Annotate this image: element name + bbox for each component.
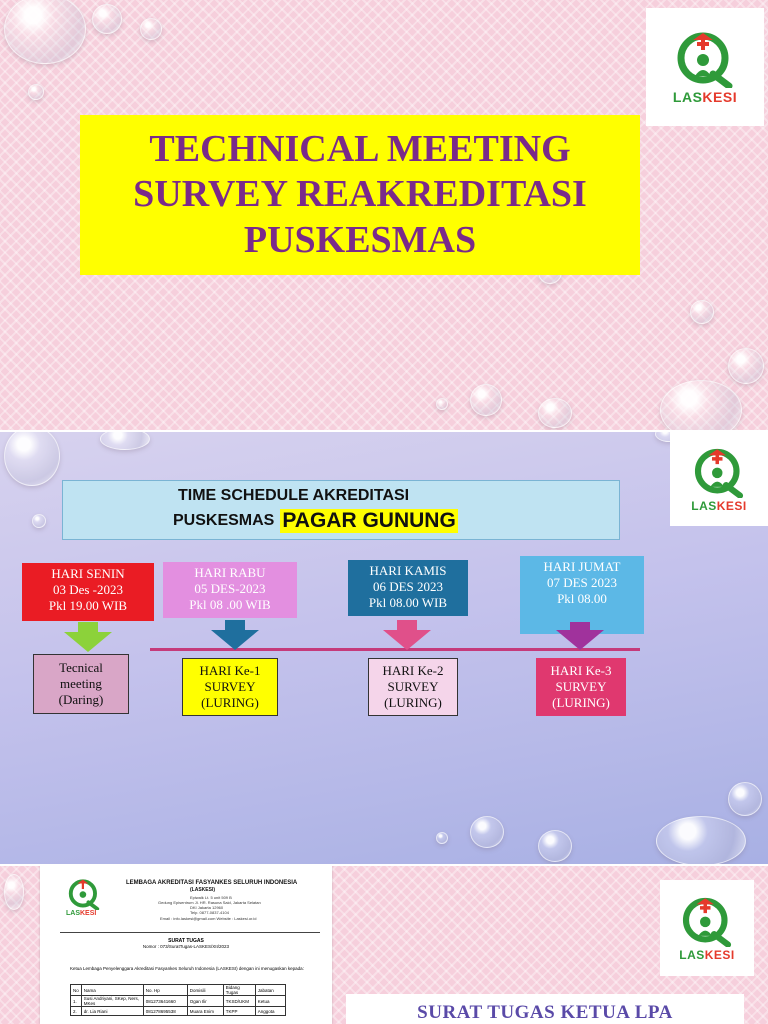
day-time: Pkl 08 .00 WIB [189,597,271,612]
table-cell: 2. [71,1007,82,1016]
water-drop-decoration [436,398,448,410]
table-cell: TKSD/UKM [223,996,255,1007]
down-arrow-stem [78,622,98,632]
day-box-senin [22,563,154,621]
schedule-place-name: PAGAR GUNUNG [282,509,456,532]
title-line-1: TECHNICAL MEETING [149,127,571,170]
slide-schedule [0,432,768,864]
water-drop-decoration [4,0,86,64]
slide-surat-tugas [0,866,768,1024]
surat-tugas-title: SURAT TUGAS KETUA LPA [417,1002,673,1023]
down-arrow-stem [397,620,417,630]
down-arrow-icon [556,630,604,650]
doc-logo-text: LASKESI [66,910,97,917]
doc-address-line: Gedung Episentrum Jl. HR. Rasuna Said, Jakarta Selatan [158,900,261,905]
water-drop-decoration [728,348,764,384]
result-line: SURVEY [204,679,256,694]
doc-org-short: (LASKESI) [190,887,215,893]
result-line: SURVEY [387,679,439,694]
surat-tugas-title-box [346,994,744,1024]
table-header: Nama [81,985,143,996]
laskesi-q-icon [679,895,735,947]
schedule-title: TIME SCHEDULE AKREDITASI [178,487,410,504]
doc-divider [60,932,320,933]
result-box-survey-day-1 [182,658,278,716]
result-box-technical-meeting [33,654,129,714]
table-header: Jabatan [255,985,285,996]
water-drop-decoration [436,832,448,844]
doc-address-line: Email : info.laskesi@gmail.com Website : Laskesi.or.id [160,916,257,921]
logo-text: LASKESI [672,89,738,105]
table-cell: Anggota [255,1007,285,1016]
surat-tugas-document [40,866,332,1024]
day-date: 03 Des -2023 [52,582,124,597]
title-line-2: SURVEY REAKREDITASI [133,173,587,216]
day-time: Pkl 08.00 WIB [368,595,448,610]
logo-text: LASKESI [691,499,747,513]
down-arrow-icon [383,630,431,650]
result-line: (LURING) [201,695,259,710]
doc-org-name: LEMBAGA AKREDITASI FASYANKES SELURUH INDONESIA [126,880,298,886]
result-line: HARI Ke-2 [382,663,444,678]
result-line: (LURING) [384,695,442,710]
result-line: HARI Ke-3 [550,663,612,678]
water-drop-decoration [140,18,162,40]
table-cell: TKPP [223,1007,255,1016]
laskesi-q-icon [673,30,737,88]
doc-address-line: Telp. 0877-0837-4104 [190,910,229,915]
water-drop-decoration [728,782,762,816]
down-arrow-stem [570,622,590,630]
water-drop-decoration [660,380,742,430]
table-cell: 1. [71,996,82,1007]
laskesi-logo [646,8,764,126]
result-line: HARI Ke-1 [199,663,261,678]
water-drop-decoration [470,816,504,848]
day-box-rabu [163,562,297,618]
day-date: 06 DES 2023 [372,579,444,594]
schedule-puskesmas-label: PUSKESMAS [173,512,275,529]
result-line: Tecnical [59,660,103,675]
doc-intro: Ketua Lembaga Penyelenggara Akreditasi Fasyankes Seluruh Indonesia (LASKESI) dengan ini menugaskan kepada: [70,966,304,971]
water-drop-decoration [470,384,502,416]
water-drop-decoration [4,874,24,910]
table-cell: 081273641660 [143,996,187,1007]
water-drop-decoration [538,830,572,862]
result-line: meeting [60,676,102,691]
table-header: Bidang Tugas [223,985,255,996]
water-drop-decoration [28,84,44,100]
laskesi-logo [660,880,754,976]
laskesi-q-icon [691,446,747,498]
laskesi-logo [670,432,768,526]
down-arrow-stem [225,620,245,630]
slide-title [0,0,768,430]
table-row [71,1007,286,1016]
table-row [71,996,286,1007]
table-cell: Ketua [255,996,285,1007]
doc-address-line: Epiwalk Lt. 5 unit 509 B [190,895,232,900]
day-name: HARI SENIN [51,566,125,581]
table-cell: dr. Lia Riani [81,1007,143,1016]
water-drop-decoration [92,4,122,34]
title-line-3: PUSKESMAS [243,218,477,261]
schedule-title-box [62,480,620,540]
table-cell: 081278695538 [143,1007,187,1016]
down-arrow-icon [211,630,259,650]
water-drop-decoration [100,432,150,450]
table-header-row [71,985,286,996]
day-time: Pkl 19.00 WIB [48,598,128,613]
result-line: (LURING) [552,695,610,710]
schedule-subtitle [173,509,458,533]
title-box [80,115,640,275]
water-drop-decoration [4,432,60,486]
result-box-survey-day-3 [536,658,626,716]
table-header: No. Hp [143,985,187,996]
table-cell: Ogan Ilir [187,996,223,1007]
result-box-survey-day-2 [368,658,458,716]
day-name: HARI RABU [194,565,266,580]
water-drop-decoration [690,300,714,324]
water-drop-decoration [538,398,572,428]
day-name: HARI JUMAT [543,559,621,574]
day-name: HARI KAMIS [369,563,447,578]
day-time: Pkl 08.00 [557,591,607,606]
water-drop-decoration [656,816,746,864]
logo-text: LASKESI [679,948,735,962]
doc-address-line: DKI Jakarta 12960 [190,905,224,910]
day-date: 07 DES 2023 [546,575,618,590]
water-drop-decoration [32,514,46,528]
table-header: Domisili [187,985,223,996]
doc-surat-tugas-heading: SURAT TUGAS [168,938,204,944]
day-box-kamis [348,560,468,616]
table-cell: Muara Enim [187,1007,223,1016]
day-date: 05 DES-2023 [194,581,266,596]
result-line: (Daring) [58,692,104,707]
doc-assignment-table [70,984,286,1016]
doc-nomor: Nomor : 073/SuratTugas-LASKES/XII/2023 [142,944,230,949]
result-line: SURVEY [555,679,607,694]
table-header: No [71,985,82,996]
down-arrow-icon [64,632,112,652]
laskesi-q-icon [66,878,102,910]
table-cell: Susi Andriyani, SKep, Ners, MKes [81,996,143,1007]
